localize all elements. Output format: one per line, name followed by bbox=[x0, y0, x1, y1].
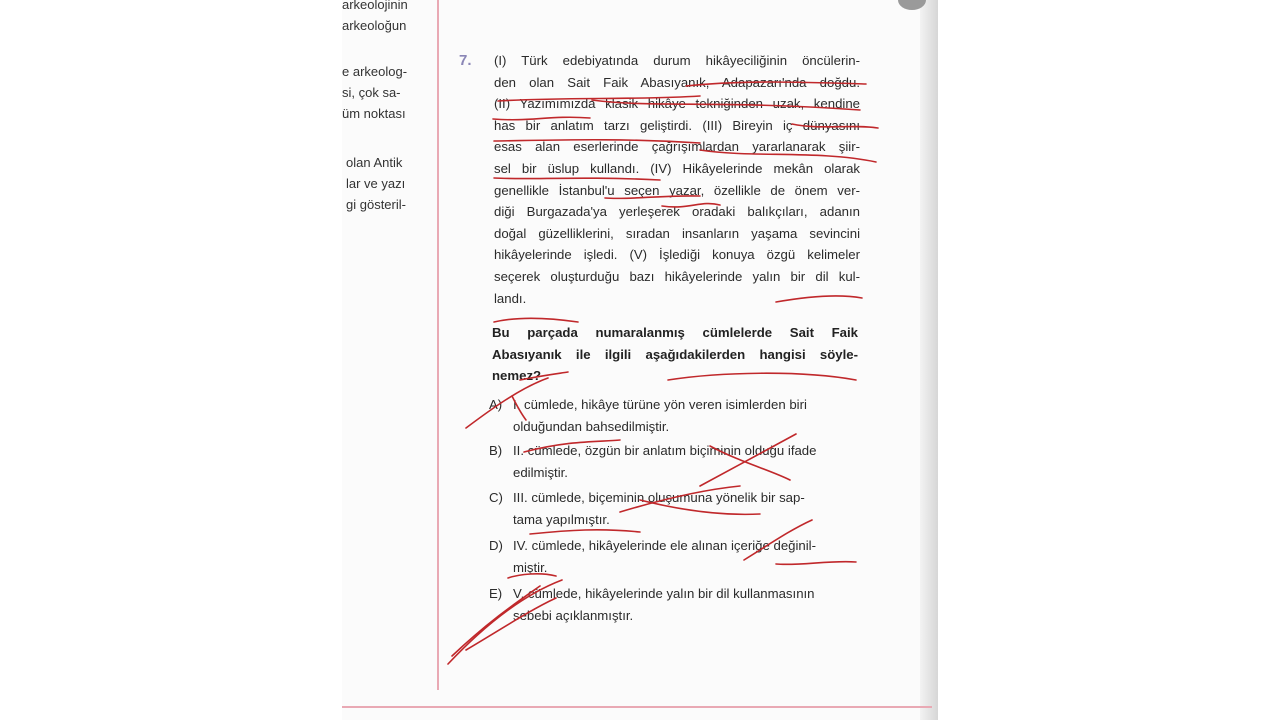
left-column-text bbox=[342, 0, 414, 36]
passage-line: seçerek oluşturduğu bazı hikâyelerinde yalın bir dil kul- bbox=[494, 268, 860, 284]
passage-line: (II) Yazımımızda klasik hikâye tekniğinden uzak, kendine bbox=[494, 96, 860, 112]
option-text: V. cümlede, hikâyelerinde yalın bir dil kullanmasının bbox=[513, 586, 815, 601]
left-line: gi gösteril- bbox=[346, 197, 406, 212]
left-column-text bbox=[346, 152, 418, 215]
left-line: olan Antik bbox=[346, 155, 403, 170]
left-line: si, çok sa- bbox=[342, 85, 401, 100]
page-bottom-rule bbox=[342, 706, 932, 708]
passage-line: hikâyelerinde işledi. (V) İşlediği konuya özgü kelimeler bbox=[494, 247, 860, 263]
stem-line: nemez? bbox=[492, 368, 542, 384]
passage-line: landı. bbox=[494, 290, 527, 306]
question-number: 7. bbox=[459, 52, 472, 69]
option-letter: E) bbox=[489, 586, 503, 601]
option-text: I. cümlede, hikâye türüne yön veren isimlerden biri bbox=[513, 397, 807, 412]
passage-line: (I) Türk edebiyatında durum hikâyeciliğinin öncülerin- bbox=[494, 53, 860, 68]
left-line: arkeoloğun bbox=[342, 18, 407, 33]
passage-line: doğal güzelliklerini, sıradan insanların yaşama sevincini bbox=[494, 225, 860, 241]
left-column-text bbox=[342, 61, 414, 124]
option-text: olduğundan bahsedilmiştir. bbox=[513, 418, 670, 434]
passage-line: has bir anlatım tarzı geliştirdi. (III) Bireyin iç dünyasını bbox=[494, 117, 860, 133]
option-text: tama yapılmıştır. bbox=[513, 511, 610, 527]
option-text: II. cümlede, özgün bir anlatım biçiminin olduğu ifade bbox=[513, 443, 817, 458]
passage-line: diği Burgazada'ya yerleşerek oradaki balıkçıları, adanın bbox=[494, 204, 860, 220]
column-divider bbox=[437, 0, 439, 690]
option-text: III. cümlede, biçeminin oluşumuna yönelik bir sap- bbox=[513, 490, 805, 505]
option-text: miştir. bbox=[513, 559, 548, 575]
option-text: sebebi açıklanmıştır. bbox=[513, 607, 634, 623]
option-text: edilmiştir. bbox=[513, 464, 568, 480]
question-stem bbox=[492, 322, 858, 387]
option-letter: B) bbox=[489, 443, 503, 458]
left-line: lar ve yazı bbox=[346, 176, 406, 191]
passage-line: esas alan eserlerinde çağrışımlardan yararlanarak şiir- bbox=[494, 139, 860, 155]
left-line: e arkeolog- bbox=[342, 64, 408, 79]
stem-line: Bu parçada numaralanmış cümlelerde Sait Faik bbox=[492, 325, 858, 340]
page-edge-shadow bbox=[920, 0, 938, 720]
left-line: üm noktası bbox=[342, 106, 406, 121]
left-line: arkeolojinin bbox=[342, 0, 408, 12]
stem-line: Abasıyanık ile ilgili aşağıdakilerden hangisi söyle- bbox=[492, 346, 858, 362]
passage-line: genellikle İstanbul'u seçen yazar, özellikle de önem ver- bbox=[494, 182, 860, 198]
option-letter: A) bbox=[489, 397, 503, 412]
question-passage bbox=[494, 50, 860, 309]
option-letter: D) bbox=[489, 538, 503, 553]
option-letter: C) bbox=[489, 490, 503, 505]
passage-line: sel bir üslup kullandı. (IV) Hikâyelerinde mekân olarak bbox=[494, 160, 860, 176]
passage-line: den olan Sait Faik Abasıyanık, Adapazarı'nda doğdu. bbox=[494, 74, 860, 90]
option-text: IV. cümlede, hikâyelerinde ele alınan içeriğe değinil- bbox=[513, 538, 817, 553]
